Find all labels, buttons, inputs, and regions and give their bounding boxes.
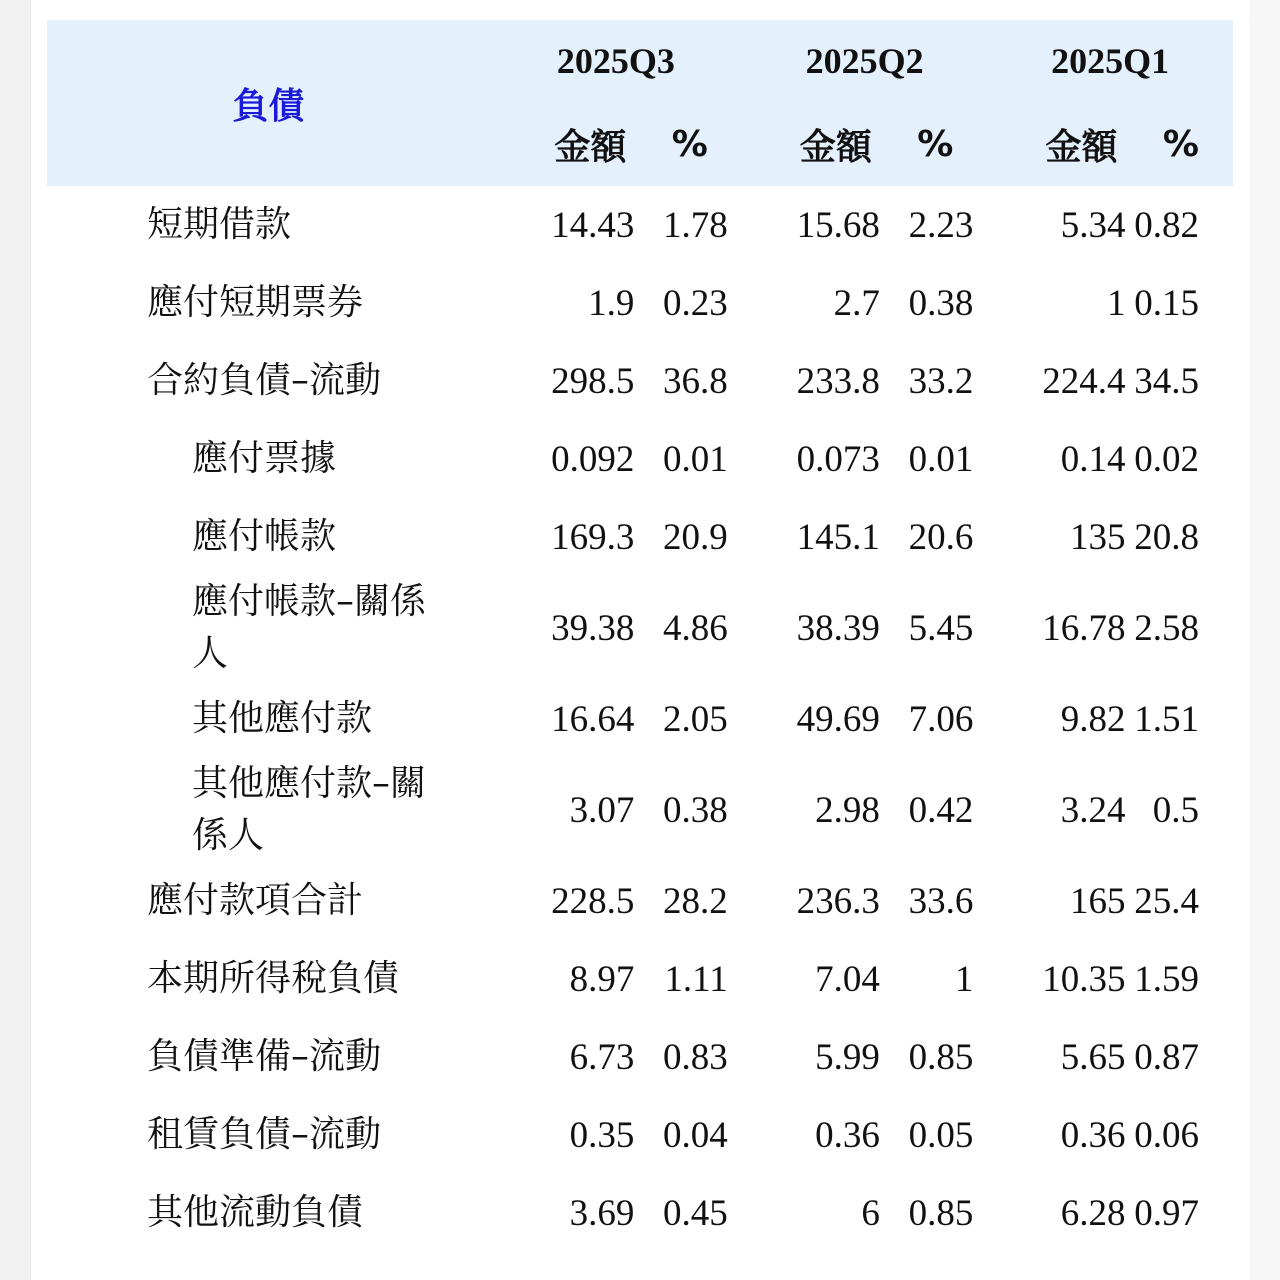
q2-amount-cell: 38.39 xyxy=(796,607,880,649)
q2-amount-cell: 2.98 xyxy=(815,789,880,831)
table-body xyxy=(47,186,1233,1252)
q3-percent-cell: 1.78 xyxy=(663,204,728,246)
q1-percent-cell: 0.06 xyxy=(1134,1114,1199,1156)
row-name: 短期借款 xyxy=(147,204,292,245)
q2-percent-cell: 1 xyxy=(954,958,974,1000)
q2-amount-cell: 145.1 xyxy=(796,516,880,558)
row-name: 負債準備–流動 xyxy=(147,1036,382,1077)
q3-percent-cell: 2.05 xyxy=(663,698,728,740)
q1-percent-cell: 2.58 xyxy=(1134,607,1199,649)
q3-amount-cell: 0.35 xyxy=(569,1114,635,1156)
q3-amount-cell: 298.5 xyxy=(551,360,635,402)
row-name: 應付短期票券 xyxy=(147,282,364,323)
table-row xyxy=(47,186,1233,264)
q3-percent-cell: 0.01 xyxy=(663,438,728,480)
q1-amount-cell: 0.36 xyxy=(1060,1114,1126,1156)
q3-amount-cell: 6.73 xyxy=(569,1036,635,1078)
row-name: 應付帳款 xyxy=(192,516,337,557)
q2-percent-cell: 0.05 xyxy=(908,1114,974,1156)
quarter-header-q2: 2025Q2 xyxy=(805,41,924,81)
table-row xyxy=(47,680,1233,758)
q1-percent-cell: 1.51 xyxy=(1134,698,1199,740)
table-row xyxy=(47,1174,1233,1252)
q1-percent-cell: 20.8 xyxy=(1134,516,1199,558)
q3-percent-cell: 4.86 xyxy=(663,607,728,649)
q2-percent-cell: 2.23 xyxy=(908,204,974,246)
percent-header: % xyxy=(1162,123,1199,165)
q3-amount-cell: 16.64 xyxy=(551,698,635,740)
q2-amount-cell: 6 xyxy=(861,1192,880,1234)
q2-amount-cell: 236.3 xyxy=(796,880,880,922)
q2-percent-cell: 33.2 xyxy=(908,360,974,402)
row-name: 應付帳款–關係人 xyxy=(192,581,427,674)
q1-amount-cell: 3.24 xyxy=(1060,789,1126,831)
q1-percent-cell: 0.87 xyxy=(1134,1036,1199,1078)
q1-amount-cell: 16.78 xyxy=(1042,607,1126,649)
q1-amount-cell: 165 xyxy=(1069,880,1126,922)
table-row xyxy=(47,264,1233,342)
q1-amount-cell: 135 xyxy=(1069,516,1126,558)
q2-amount-cell: 5.99 xyxy=(815,1036,880,1078)
table-row xyxy=(47,342,1233,420)
q2-percent-cell: 0.85 xyxy=(908,1036,974,1078)
q3-amount-cell: 8.97 xyxy=(569,958,635,1000)
q3-amount-cell: 1.9 xyxy=(588,282,635,324)
q3-percent-cell: 0.23 xyxy=(663,282,728,324)
row-name: 合約負債–流動 xyxy=(147,360,382,401)
q2-percent-cell: 0.85 xyxy=(908,1192,974,1234)
q3-amount-cell: 0.092 xyxy=(551,438,635,480)
q3-amount-cell: 39.38 xyxy=(551,607,635,649)
q3-percent-cell: 0.04 xyxy=(663,1114,728,1156)
scroll-edge xyxy=(1250,0,1280,1280)
q3-amount-cell: 3.69 xyxy=(569,1192,635,1234)
q2-amount-cell: 0.36 xyxy=(815,1114,880,1156)
row-name: 其他應付款 xyxy=(192,698,373,739)
table-row xyxy=(47,862,1233,940)
table-row xyxy=(47,420,1233,498)
table-row xyxy=(47,1096,1233,1174)
amount-header: 金額 xyxy=(554,126,627,168)
row-name: 本期所得稅負債 xyxy=(147,958,400,999)
q3-amount-cell: 3.07 xyxy=(569,789,635,831)
q2-percent-cell: 0.42 xyxy=(908,789,974,831)
q3-percent-cell: 28.2 xyxy=(663,880,728,922)
q2-percent-cell: 0.38 xyxy=(908,282,974,324)
q3-amount-cell: 228.5 xyxy=(551,880,635,922)
row-name: 應付票據 xyxy=(192,438,337,479)
quarter-header-q3: 2025Q3 xyxy=(556,41,675,81)
amount-header: 金額 xyxy=(799,126,872,168)
q1-percent-cell: 0.5 xyxy=(1152,789,1199,831)
q3-percent-cell: 0.83 xyxy=(663,1036,728,1078)
q1-amount-cell: 1 xyxy=(1106,282,1126,324)
liabilities-table xyxy=(47,20,1233,1252)
q1-amount-cell: 224.4 xyxy=(1042,360,1126,402)
q1-percent-cell: 0.97 xyxy=(1134,1192,1199,1234)
q1-amount-cell: 9.82 xyxy=(1060,698,1126,740)
percent-header: % xyxy=(917,123,954,165)
table-header xyxy=(47,20,1233,186)
row-name: 其他應付款–關係人 xyxy=(192,763,427,856)
quarter-header-q1: 2025Q1 xyxy=(1051,41,1170,81)
percent-header: % xyxy=(671,123,708,165)
q2-percent-cell: 0.01 xyxy=(908,438,974,480)
q1-percent-cell: 1.59 xyxy=(1134,958,1199,1000)
q3-percent-cell: 0.38 xyxy=(663,789,728,831)
q2-percent-cell: 7.06 xyxy=(908,698,974,740)
q3-amount-cell: 169.3 xyxy=(551,516,635,558)
table-row xyxy=(47,498,1233,576)
q1-amount-cell: 5.34 xyxy=(1060,204,1126,246)
q2-percent-cell: 20.6 xyxy=(908,516,974,558)
q2-amount-cell: 233.8 xyxy=(796,360,880,402)
q1-percent-cell: 0.82 xyxy=(1134,204,1199,246)
q2-amount-cell: 0.073 xyxy=(796,438,880,480)
q1-amount-cell: 0.14 xyxy=(1060,438,1126,480)
q3-percent-cell: 36.8 xyxy=(663,360,728,402)
row-name: 租賃負債–流動 xyxy=(147,1114,382,1155)
q3-percent-cell: 20.9 xyxy=(663,516,728,558)
table-row xyxy=(47,940,1233,1018)
q1-percent-cell: 0.02 xyxy=(1134,438,1199,480)
q3-percent-cell: 0.45 xyxy=(663,1192,728,1234)
q2-percent-cell: 33.6 xyxy=(908,880,974,922)
q2-amount-cell: 7.04 xyxy=(815,958,880,1000)
q2-amount-cell: 15.68 xyxy=(796,204,880,246)
q2-amount-cell: 2.7 xyxy=(833,282,880,324)
q1-amount-cell: 6.28 xyxy=(1060,1192,1126,1234)
q3-percent-cell: 1.11 xyxy=(664,958,728,1000)
table-row xyxy=(47,1018,1233,1096)
row-name: 應付款項合計 xyxy=(147,880,364,921)
q1-percent-cell: 25.4 xyxy=(1134,880,1199,922)
liabilities-title: 負債 xyxy=(232,85,305,127)
q1-amount-cell: 5.65 xyxy=(1060,1036,1126,1078)
table-row xyxy=(47,758,1233,862)
q2-percent-cell: 5.45 xyxy=(908,607,974,649)
table-row xyxy=(47,576,1233,680)
q3-amount-cell: 14.43 xyxy=(551,204,635,246)
amount-header: 金額 xyxy=(1045,126,1118,168)
row-name: 其他流動負債 xyxy=(147,1192,364,1233)
q1-percent-cell: 0.15 xyxy=(1134,282,1199,324)
q1-amount-cell: 10.35 xyxy=(1042,958,1126,1000)
q1-percent-cell: 34.5 xyxy=(1134,360,1199,402)
q2-amount-cell: 49.69 xyxy=(796,698,880,740)
